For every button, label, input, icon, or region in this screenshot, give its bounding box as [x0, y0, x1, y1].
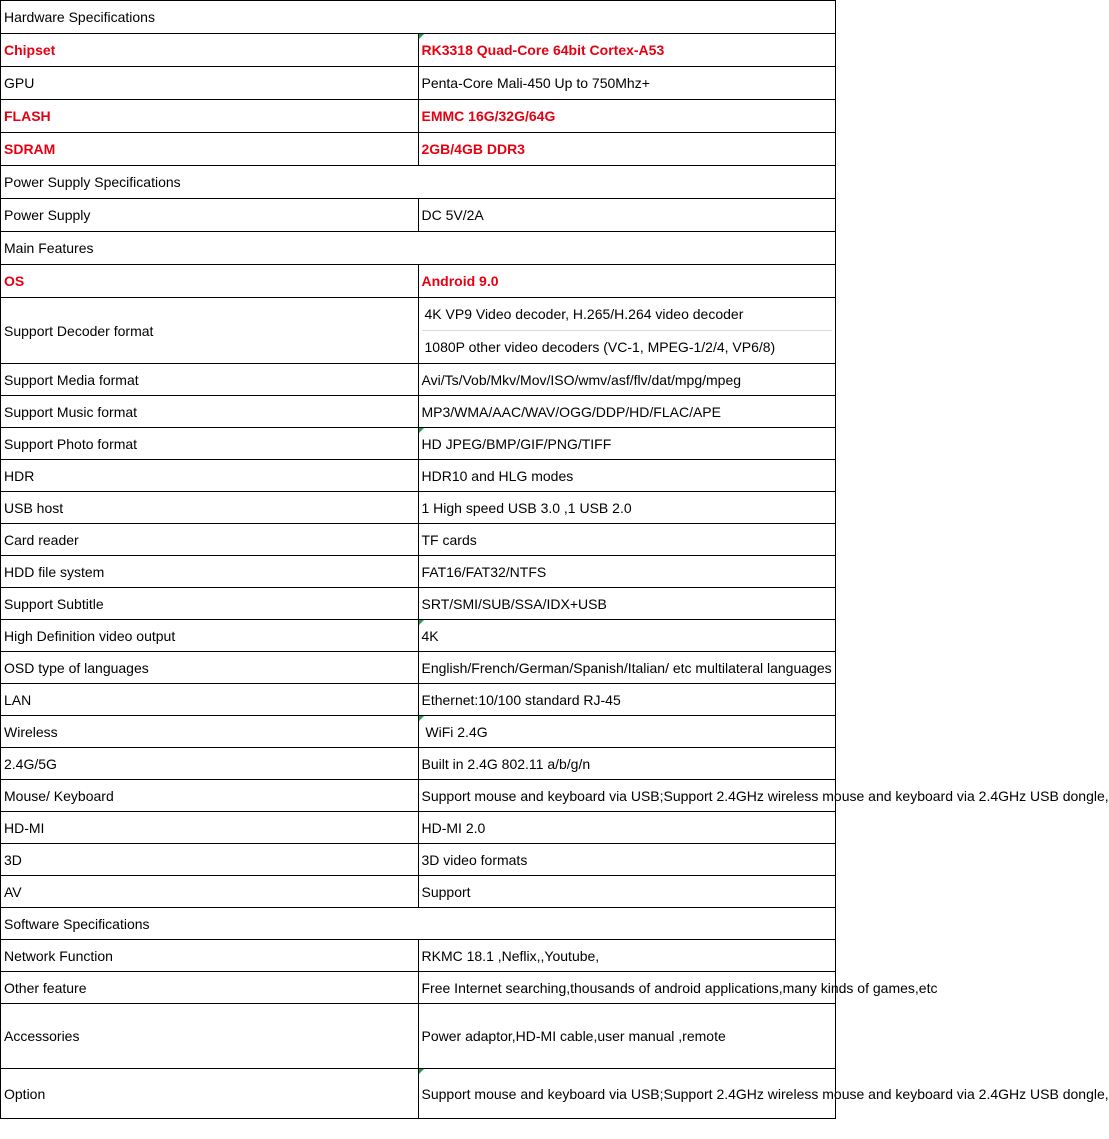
row-label-mouse: Mouse/ Keyboard: [1, 780, 419, 812]
row-value-lan: Ethernet:10/100 standard RJ-45: [418, 684, 836, 716]
table-row: [1, 812, 836, 844]
table-row: [1, 940, 836, 972]
table-row: [1, 876, 836, 908]
row-label-sdram: SDRAM: [1, 133, 419, 166]
row-value-mouse: Support mouse and keyboard via USB;Support 2.4GHz wireless mouse and keyboard via 2.4GHz USB dongle,: [418, 780, 836, 812]
table-row: [1, 100, 836, 133]
row-value-av: Support: [418, 876, 836, 908]
table-row: [1, 460, 836, 492]
decoder-line-2: 1080P other video decoders (VC-1, MPEG-1/2/4, VP6/8): [422, 330, 833, 363]
table-row: [1, 1004, 836, 1069]
comment-marker: [419, 34, 424, 39]
row-value-media: Avi/Ts/Vob/Mkv/Mov/ISO/wmv/asf/flv/dat/mpg/mpeg: [418, 364, 836, 396]
table-row: [1, 1069, 836, 1119]
table-row: [1, 492, 836, 524]
row-value-usb: 1 High speed USB 3.0 ,1 USB 2.0: [418, 492, 836, 524]
section-row: [1, 232, 836, 265]
row-value-hdr: HDR10 and HLG modes: [418, 460, 836, 492]
row-value-hdmi: HD-MI 2.0: [418, 812, 836, 844]
row-label-usb: USB host: [1, 492, 419, 524]
row-label-accessories: Accessories: [1, 1004, 419, 1069]
row-value-os: Android 9.0: [418, 265, 836, 298]
row-value-chipset: RK3318 Quad-Core 64bit Cortex-A53: [418, 34, 836, 67]
table-row: [1, 716, 836, 748]
table-row: [1, 556, 836, 588]
table-row: [1, 265, 836, 298]
table-row: [1, 428, 836, 460]
row-label-card: Card reader: [1, 524, 419, 556]
row-label-3d: 3D: [1, 844, 419, 876]
comment-marker: [419, 716, 424, 721]
row-value-decoder: [418, 298, 836, 364]
table-row: [1, 364, 836, 396]
table-row: [1, 780, 836, 812]
row-label-flash: FLASH: [1, 100, 419, 133]
row-label-network: Network Function: [1, 940, 419, 972]
row-value-photo: HD JPEG/BMP/GIF/PNG/TIFF: [418, 428, 836, 460]
row-value-power-supply: DC 5V/2A: [418, 199, 836, 232]
row-label-gpu: GPU: [1, 67, 419, 100]
row-label-hdr: HDR: [1, 460, 419, 492]
row-value-band: Built in 2.4G 802.11 a/b/g/n: [418, 748, 836, 780]
table-row: [1, 588, 836, 620]
row-label-power-supply: Power Supply: [1, 199, 419, 232]
row-label-subtitle: Support Subtitle: [1, 588, 419, 620]
row-value-accessories: Power adaptor,HD-MI cable,user manual ,remote: [418, 1004, 836, 1069]
row-label-os: OS: [1, 265, 419, 298]
row-label-wireless: Wireless: [1, 716, 419, 748]
row-value-flash: EMMC 16G/32G/64G: [418, 100, 836, 133]
table-row: [1, 67, 836, 100]
row-value-hd-output: 4K: [418, 620, 836, 652]
table-row: [1, 620, 836, 652]
table-row: [1, 844, 836, 876]
row-value-sdram: 2GB/4GB DDR3: [418, 133, 836, 166]
table-row: [1, 684, 836, 716]
comment-marker: [419, 620, 424, 625]
row-value-music: MP3/WMA/AAC/WAV/OGG/DDP/HD/FLAC/APE: [418, 396, 836, 428]
comment-marker: [419, 1069, 424, 1074]
table-row: [1, 298, 836, 364]
row-label-other: Other feature: [1, 972, 419, 1004]
decoder-line-1: 4K VP9 Video decoder, H.265/H.264 video decoder: [424, 306, 744, 322]
table-row: [1, 524, 836, 556]
row-label-music: Support Music format: [1, 396, 419, 428]
comment-marker: [419, 428, 424, 433]
row-value-other: Free Internet searching,thousands of android applications,many kinds of games,etc: [418, 972, 836, 1004]
section-main: Main Features: [1, 232, 836, 265]
row-value-wireless: WiFi 2.4G: [418, 716, 836, 748]
row-label-decoder: Support Decoder format: [1, 298, 419, 364]
section-row: [1, 1, 836, 34]
row-label-media: Support Media format: [1, 364, 419, 396]
row-value-gpu: Penta-Core Mali-450 Up to 750Mhz+: [418, 67, 836, 100]
row-label-hdmi: HD-MI: [1, 812, 419, 844]
row-label-band: 2.4G/5G: [1, 748, 419, 780]
section-power: Power Supply Specifications: [1, 166, 836, 199]
row-value-hdd: FAT16/FAT32/NTFS: [418, 556, 836, 588]
table-row: [1, 199, 836, 232]
row-value-option: Support mouse and keyboard via USB;Support 2.4GHz wireless mouse and keyboard via 2.4GHz USB dongle,: [418, 1069, 836, 1119]
row-label-osd: OSD type of languages: [1, 652, 419, 684]
row-label-lan: LAN: [1, 684, 419, 716]
table-row: [1, 652, 836, 684]
row-value-network: RKMC 18.1 ,Neflix,,Youtube,: [418, 940, 836, 972]
section-software: Software Specifications: [1, 908, 836, 940]
table-row: [1, 748, 836, 780]
section-hardware: Hardware Specifications: [1, 1, 836, 34]
row-label-photo: Support Photo format: [1, 428, 419, 460]
row-label-hd-output: High Definition video output: [1, 620, 419, 652]
table-row: [1, 396, 836, 428]
table-row: [1, 133, 836, 166]
row-label-av: AV: [1, 876, 419, 908]
row-value-card: TF cards: [418, 524, 836, 556]
section-row: [1, 166, 836, 199]
section-row: [1, 908, 836, 940]
row-value-3d: 3D video formats: [418, 844, 836, 876]
table-row: [1, 34, 836, 67]
row-value-subtitle: SRT/SMI/SUB/SSA/IDX+USB: [418, 588, 836, 620]
table-row: [1, 972, 836, 1004]
row-value-osd: English/French/German/Spanish/Italian/ etc multilateral languages: [418, 652, 836, 684]
row-label-chipset: Chipset: [1, 34, 419, 67]
row-label-hdd: HDD file system: [1, 556, 419, 588]
row-label-option: Option: [1, 1069, 419, 1119]
